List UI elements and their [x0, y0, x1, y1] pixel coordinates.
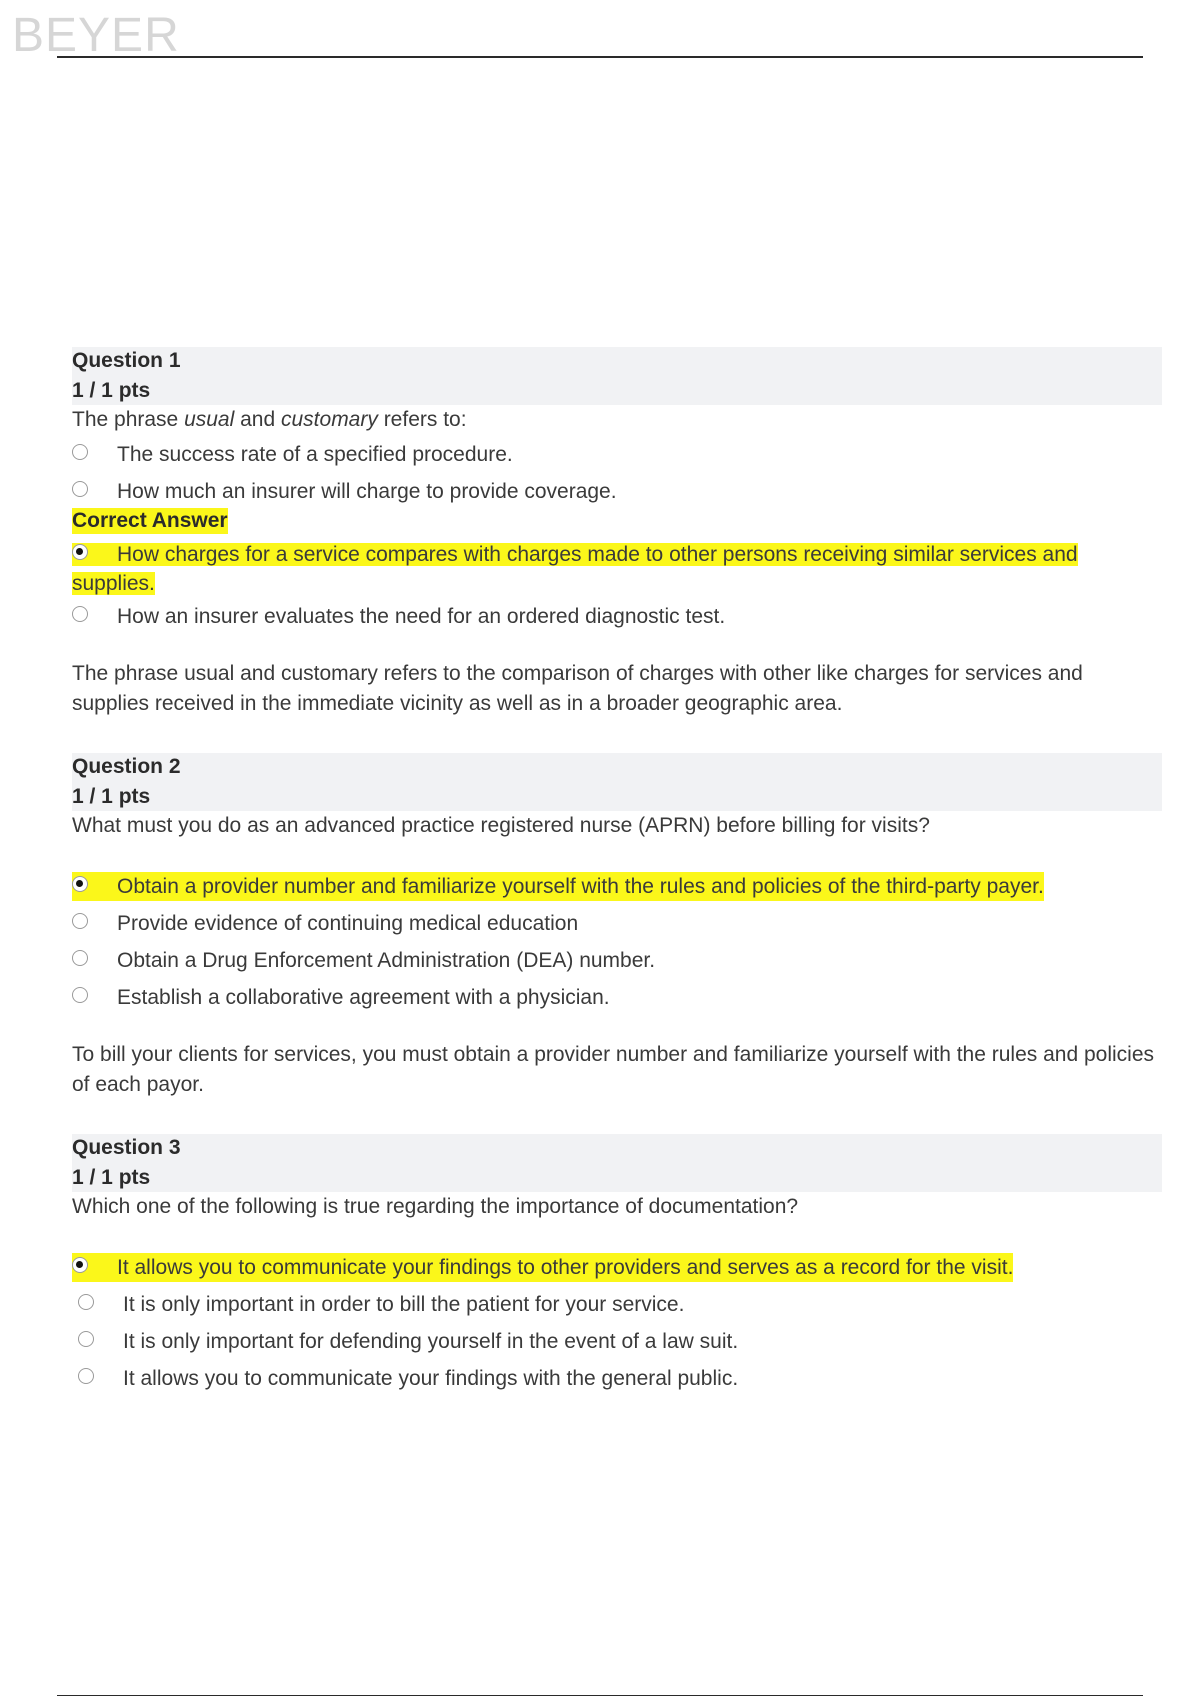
- spacer: [72, 1221, 1162, 1247]
- question-title: Question 1: [72, 349, 181, 372]
- radio-icon[interactable]: [72, 987, 88, 1003]
- answer-option[interactable]: [72, 477, 1162, 514]
- answer-option-selected[interactable]: [72, 872, 1162, 909]
- question-header: [72, 347, 1162, 405]
- answer-option[interactable]: [72, 440, 1162, 477]
- answer-text: How an insurer evaluates the need for an ordered diagnostic test.: [117, 605, 726, 628]
- answer-text: Provide evidence of continuing medical education: [117, 912, 579, 935]
- answer-text: Obtain a Drug Enforcement Administration (DEA) number.: [117, 949, 656, 972]
- question-prompt: Which one of the following is true regarding the importance of documentation?: [72, 1195, 799, 1218]
- answer-explanation: To bill your clients for services, you must obtain a provider number and familiarize yourself with the rules and policies of each payor.: [72, 1043, 1154, 1096]
- question-2: [72, 753, 1162, 1100]
- answer-option-selected[interactable]: [72, 1253, 1162, 1290]
- bottom-rule: [57, 1695, 1143, 1696]
- radio-selected-icon[interactable]: [72, 1257, 88, 1273]
- question-header: [72, 753, 1162, 811]
- quiz-content: [72, 347, 1162, 1401]
- prompt-part: The phrase: [72, 408, 185, 431]
- question-header: [72, 1134, 1162, 1192]
- answer-text: How charges for a service compares with charges made to other persons receiving similar services and supplies.: [72, 543, 1078, 595]
- answer-highlight: [72, 872, 1044, 901]
- answer-option[interactable]: [72, 946, 1162, 983]
- question-title: Question 3: [72, 1136, 181, 1159]
- question-title: Question 2: [72, 755, 181, 778]
- question-prompt: What must you do as an advanced practice registered nurse (APRN) before billing for visits?: [72, 814, 930, 837]
- answer-text: The success rate of a specified procedure.: [117, 443, 513, 466]
- answer-option[interactable]: [72, 1290, 1162, 1327]
- spacer: [72, 840, 1162, 866]
- prompt-italic-usual: usual: [184, 408, 235, 431]
- answer-list: [72, 1253, 1162, 1401]
- answer-option[interactable]: [72, 1327, 1162, 1364]
- question-points: 1 / 1 pts: [72, 785, 151, 808]
- question-points: 1 / 1 pts: [72, 1166, 151, 1189]
- answer-text: How much an insurer will charge to provide coverage.: [117, 480, 617, 503]
- radio-icon[interactable]: [72, 950, 88, 966]
- prompt-part: refers to:: [377, 408, 467, 431]
- answer-option[interactable]: [72, 1364, 1162, 1401]
- answer-text: It allows you to communicate your findings to other providers and serves as a record for the visit.: [117, 1256, 1014, 1279]
- answer-text: It is only important for defending yourself in the event of a law suit.: [123, 1330, 739, 1353]
- answer-option-correct[interactable]: [72, 540, 1122, 598]
- watermark-logo: BEYER: [12, 9, 180, 62]
- answer-explanation: The phrase usual and customary refers to the comparison of charges with other like charges for services and supplies received in the immediate vicinity as well as in a broader geographic area.: [72, 662, 1083, 715]
- answer-option[interactable]: [72, 602, 1162, 639]
- radio-icon[interactable]: [78, 1368, 94, 1384]
- radio-selected-icon[interactable]: [72, 544, 88, 560]
- radio-icon[interactable]: [72, 481, 88, 497]
- answer-text: Obtain a provider number and familiarize yourself with the rules and policies of the third-party payer.: [117, 875, 1044, 898]
- correct-answer-label: Correct Answer: [72, 509, 228, 532]
- question-prompt: [72, 405, 1162, 434]
- answer-highlight: [72, 543, 1078, 595]
- answer-list: [72, 872, 1162, 1020]
- prompt-part: and: [234, 408, 281, 431]
- answer-option[interactable]: [72, 983, 1162, 1020]
- radio-icon[interactable]: [72, 913, 88, 929]
- prompt-italic-customary: customary: [281, 408, 378, 431]
- radio-icon[interactable]: [72, 606, 88, 622]
- radio-icon[interactable]: [78, 1331, 94, 1347]
- answer-text: It is only important in order to bill the patient for your service.: [123, 1293, 685, 1316]
- answer-text: Establish a collaborative agreement with a physician.: [117, 986, 610, 1009]
- radio-icon[interactable]: [78, 1294, 94, 1310]
- question-1: [72, 347, 1162, 719]
- answer-list: [72, 440, 1162, 639]
- answer-text: It allows you to communicate your findings with the general public.: [123, 1367, 739, 1390]
- answer-option[interactable]: [72, 909, 1162, 946]
- question-points: 1 / 1 pts: [72, 379, 151, 402]
- radio-selected-icon[interactable]: [72, 876, 88, 892]
- question-3: [72, 1134, 1162, 1401]
- answer-highlight: [72, 1253, 1013, 1282]
- top-rule: [57, 56, 1143, 58]
- radio-icon[interactable]: [72, 444, 88, 460]
